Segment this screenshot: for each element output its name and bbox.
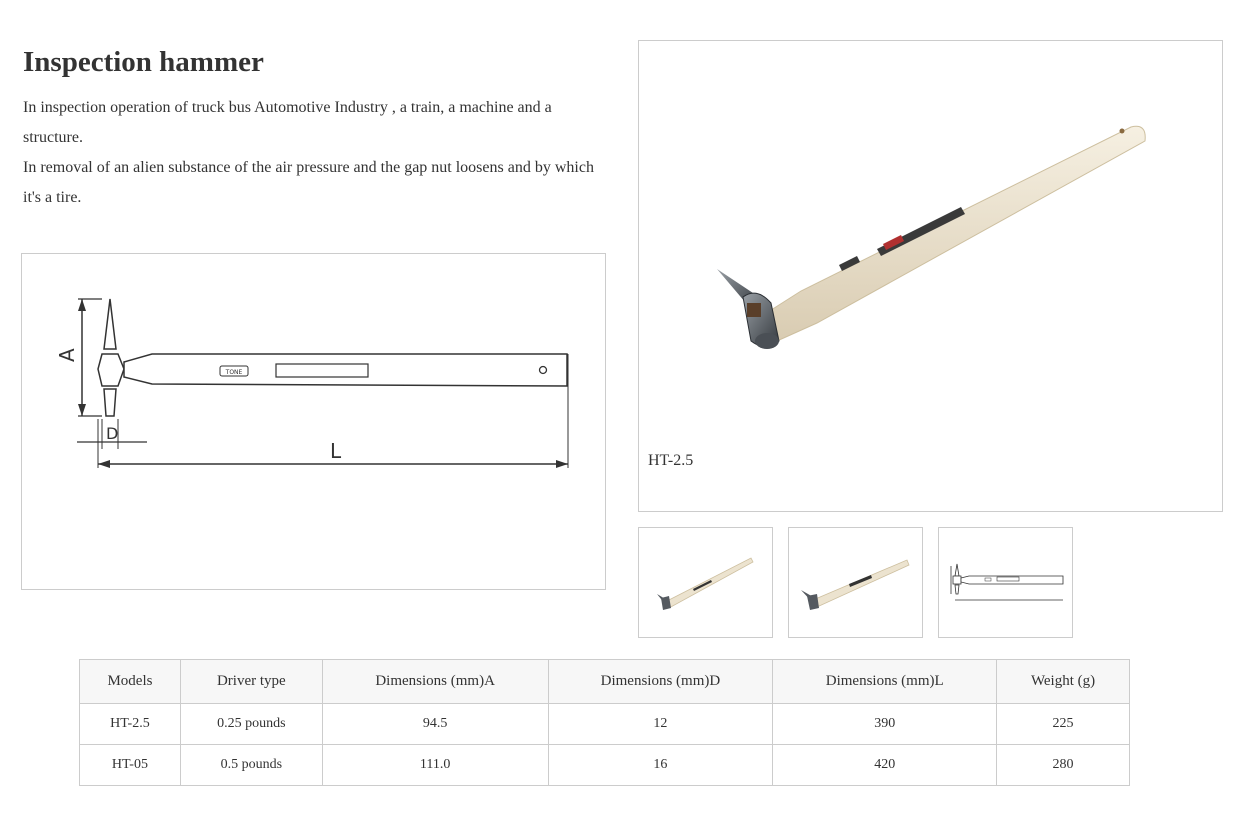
dimension-label-a: A (55, 348, 79, 362)
thumbnail-diagram-icon (939, 528, 1072, 637)
description-line-2: In removal of an alien substance of the air pressure and the gap nut loosens and by which it's a tire. (23, 159, 594, 206)
hammer-photo (639, 41, 1222, 511)
cell-weight: 280 (997, 745, 1130, 786)
model-caption: HT-2.5 (648, 452, 694, 469)
thumbnail-diagram[interactable] (938, 527, 1073, 638)
dimension-label-l: L (330, 439, 342, 463)
cell-dimension-d: 16 (548, 745, 773, 786)
header-weight: Weight (g) (997, 660, 1130, 704)
cell-model: HT-05 (80, 745, 181, 786)
thumbnail-hammer-icon (639, 528, 772, 637)
header-dimension-l: Dimensions (mm)L (773, 660, 997, 704)
cell-dimension-d: 12 (548, 704, 773, 745)
dimension-label-d: D (106, 424, 119, 443)
header-driver-type: Driver type (180, 660, 322, 704)
thumbnail-hammer-icon (789, 528, 922, 637)
cell-dimension-a: 111.0 (322, 745, 548, 786)
cell-weight: 225 (997, 704, 1130, 745)
product-main-image (638, 40, 1223, 512)
cell-dimension-l: 420 (773, 745, 997, 786)
thumbnail-photo-2[interactable] (788, 527, 923, 638)
cell-dimension-l: 390 (773, 704, 997, 745)
cell-driver-type: 0.25 pounds (180, 704, 322, 745)
diagram-brand-mark: TONE (225, 369, 243, 376)
dimension-diagram (21, 253, 606, 590)
specifications-table (79, 659, 1130, 786)
description-line-1: In inspection operation of truck bus Automotive Industry , a train, a machine and a structure. (23, 99, 552, 146)
header-models: Models (80, 660, 181, 704)
table-row (80, 704, 1130, 745)
product-title: Inspection hammer (23, 46, 264, 78)
cell-driver-type: 0.5 pounds (180, 745, 322, 786)
table-header-row (80, 660, 1130, 704)
thumbnail-photo-1[interactable] (638, 527, 773, 638)
cell-dimension-a: 94.5 (322, 704, 548, 745)
dimension-diagram-drawing (22, 254, 605, 589)
product-description (23, 93, 613, 213)
cell-model: HT-2.5 (80, 704, 181, 745)
header-dimension-d: Dimensions (mm)D (548, 660, 773, 704)
header-dimension-a: Dimensions (mm)A (322, 660, 548, 704)
table-row (80, 745, 1130, 786)
